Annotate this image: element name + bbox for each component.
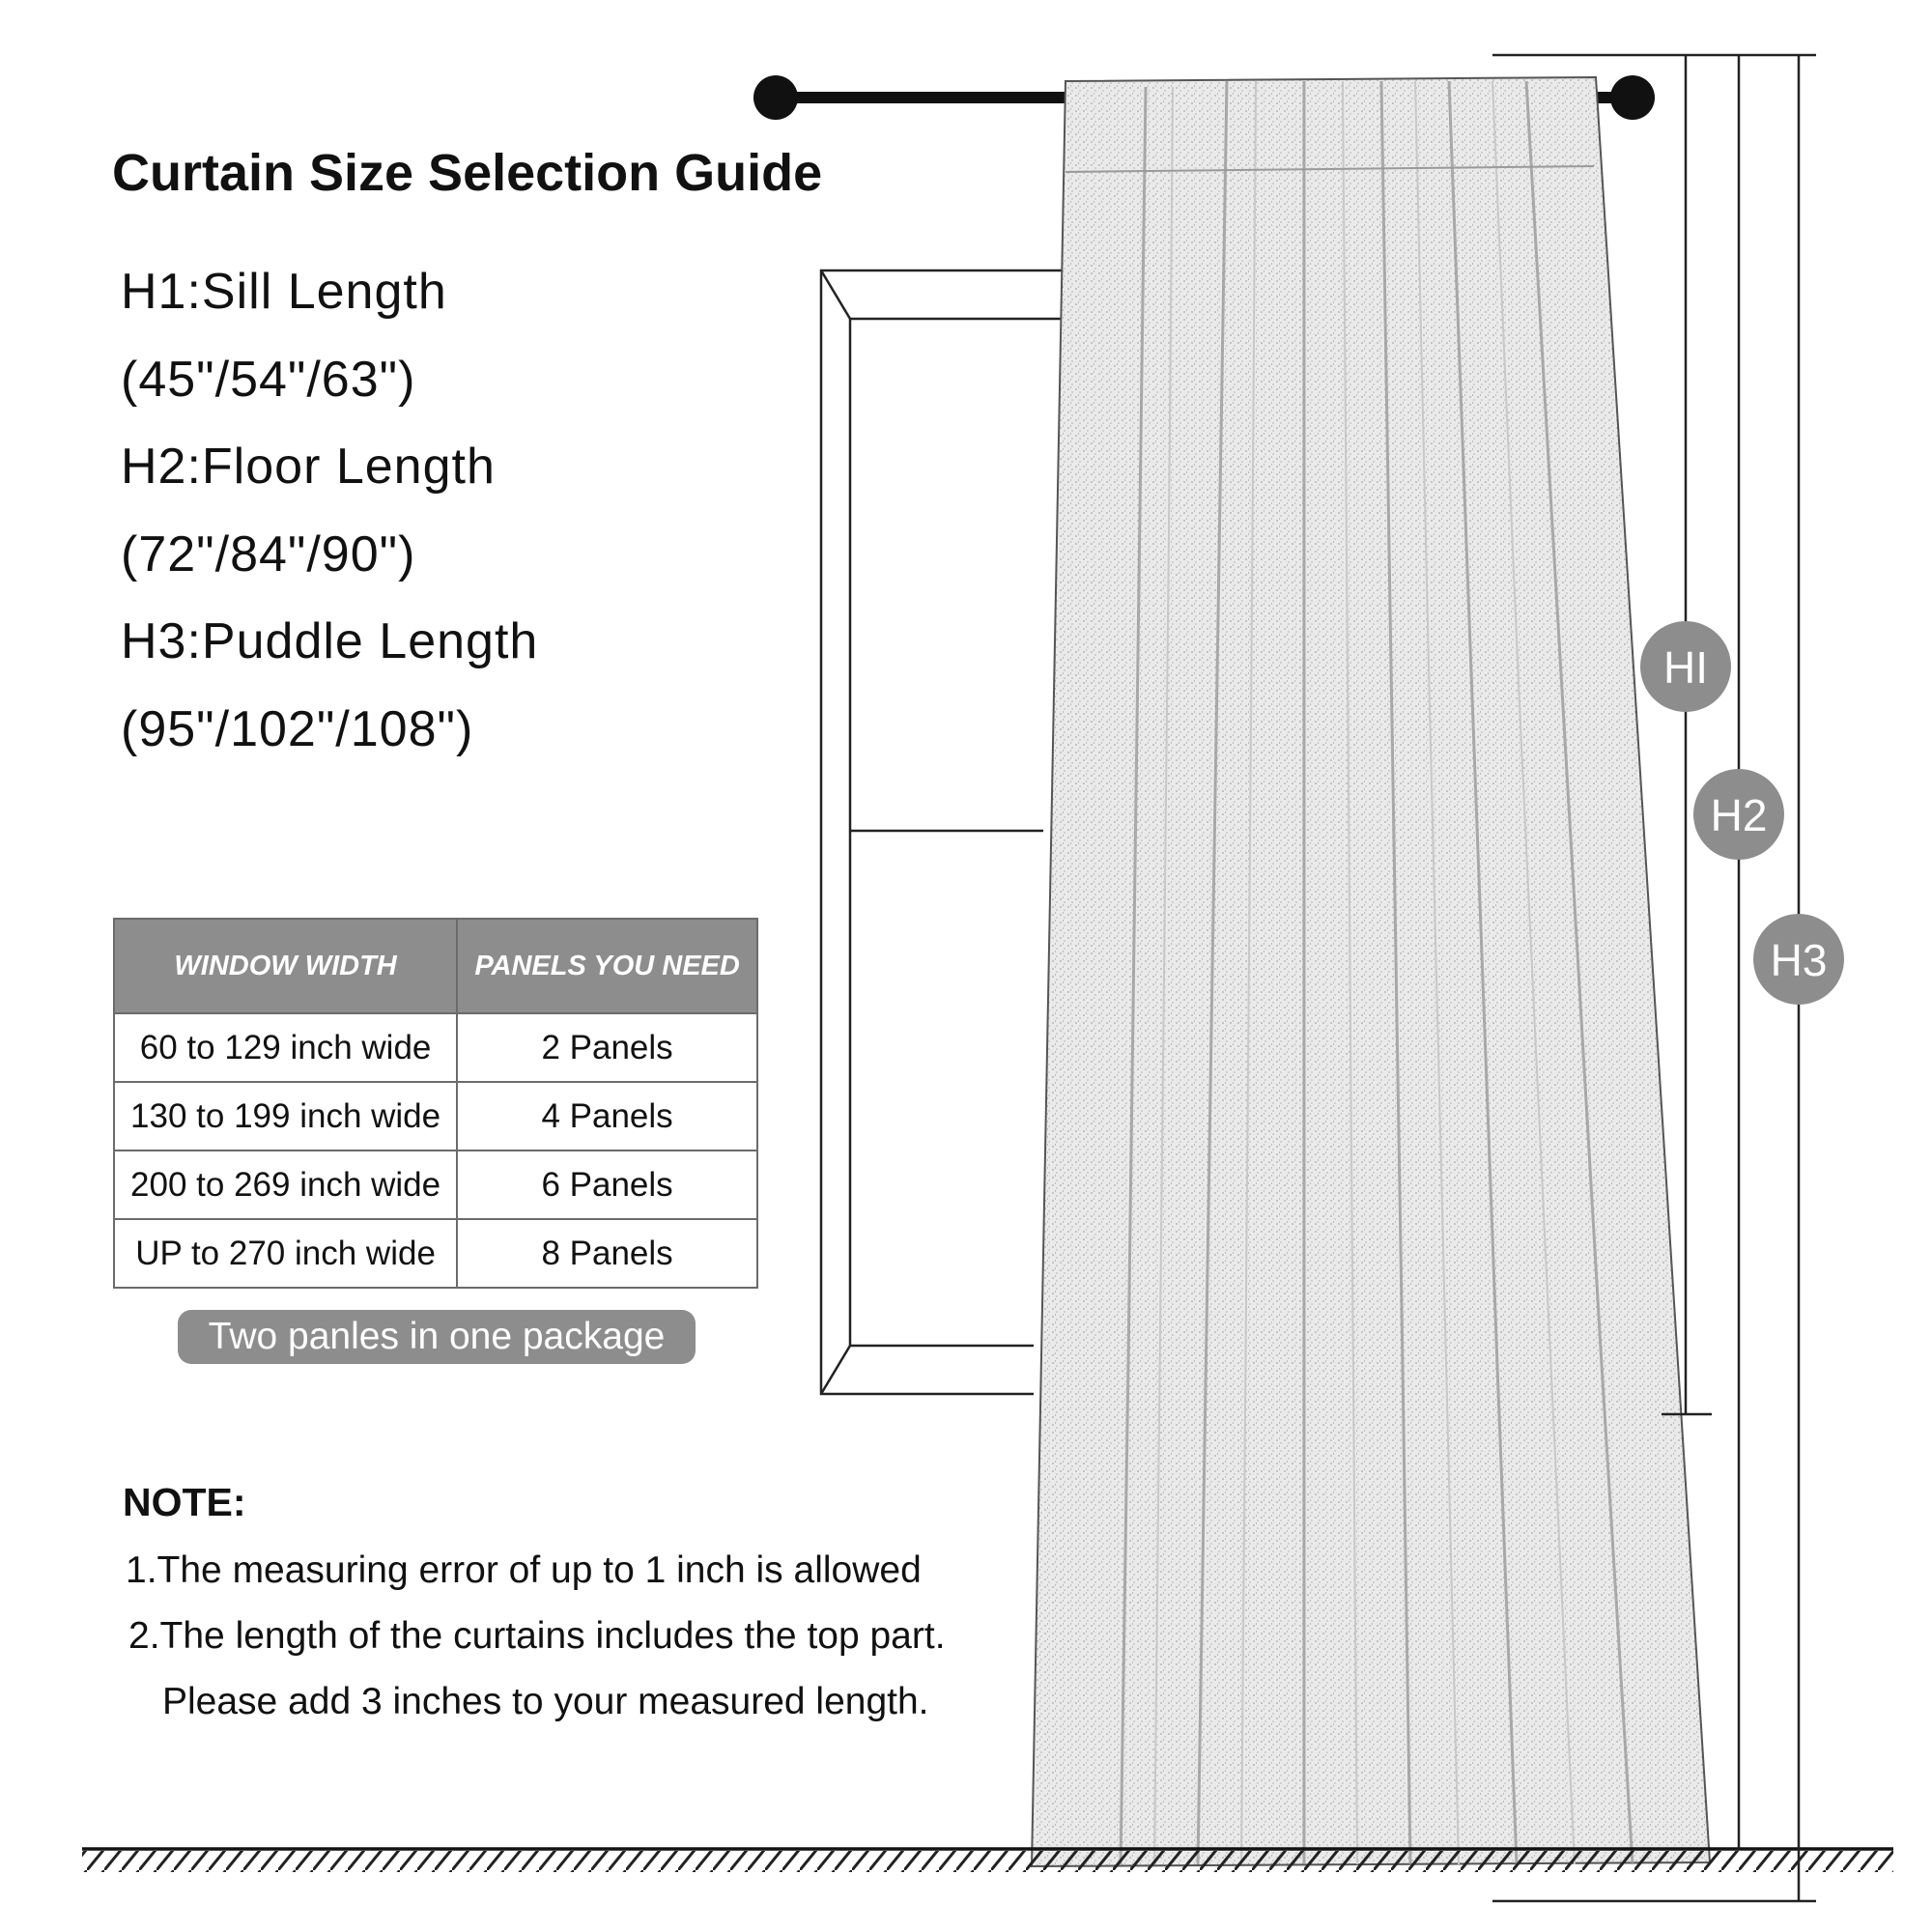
window-width-cell: 200 to 269 inch wide (114, 1151, 457, 1219)
panels-cell: 8 Panels (457, 1219, 757, 1288)
page-title: Curtain Size Selection Guide (112, 144, 823, 202)
floor-length-label: H2:Floor Length (121, 439, 496, 495)
window-width-cell: 130 to 199 inch wide (114, 1082, 457, 1151)
header-window-width: WINDOW WIDTH (114, 919, 457, 1013)
floor-length-sizes: (72"/84"/90") (121, 526, 416, 582)
panels-cell: 4 Panels (457, 1082, 757, 1151)
h3-marker-label: H3 (1770, 935, 1828, 985)
window-width-cell: 60 to 129 inch wide (114, 1013, 457, 1082)
note-item-3: Please add 3 inches to your measured length. (162, 1681, 929, 1722)
note-item-1: 1.The measuring error of up to 1 inch is allowed (126, 1549, 922, 1591)
table-row (114, 1219, 757, 1288)
window-width-cell: UP to 270 inch wide (114, 1219, 457, 1288)
floor (82, 1849, 1893, 1872)
panels-cell: 6 Panels (457, 1151, 757, 1219)
puddle-length-sizes: (95"/102"/108") (121, 701, 474, 757)
panels-cell: 2 Panels (457, 1013, 757, 1082)
h3-marker (1753, 934, 1844, 986)
h1-marker-label: HI (1663, 642, 1708, 693)
window-frame (821, 270, 1063, 1394)
table-row (114, 1013, 757, 1082)
note-item-2: 2.The length of the curtains includes the top part. (128, 1615, 946, 1657)
h2-marker-label: H2 (1710, 790, 1768, 840)
curtain-panel (1032, 77, 1710, 1866)
table-header-row (114, 919, 757, 1013)
package-note-badge: Two panles in one package (178, 1310, 696, 1364)
panels-table (113, 918, 758, 1289)
note-heading: NOTE: (123, 1480, 246, 1524)
table-row (114, 1082, 757, 1151)
table-row (114, 1151, 757, 1219)
h1-marker (1640, 641, 1731, 694)
sill-length-label: H1:Sill Length (121, 264, 447, 320)
sill-length-sizes: (45"/54"/63") (121, 352, 416, 408)
header-panels-you-need: PANELS YOU NEED (457, 919, 757, 1013)
puddle-length-label: H3:Puddle Length (121, 613, 539, 669)
h2-marker (1693, 789, 1784, 841)
